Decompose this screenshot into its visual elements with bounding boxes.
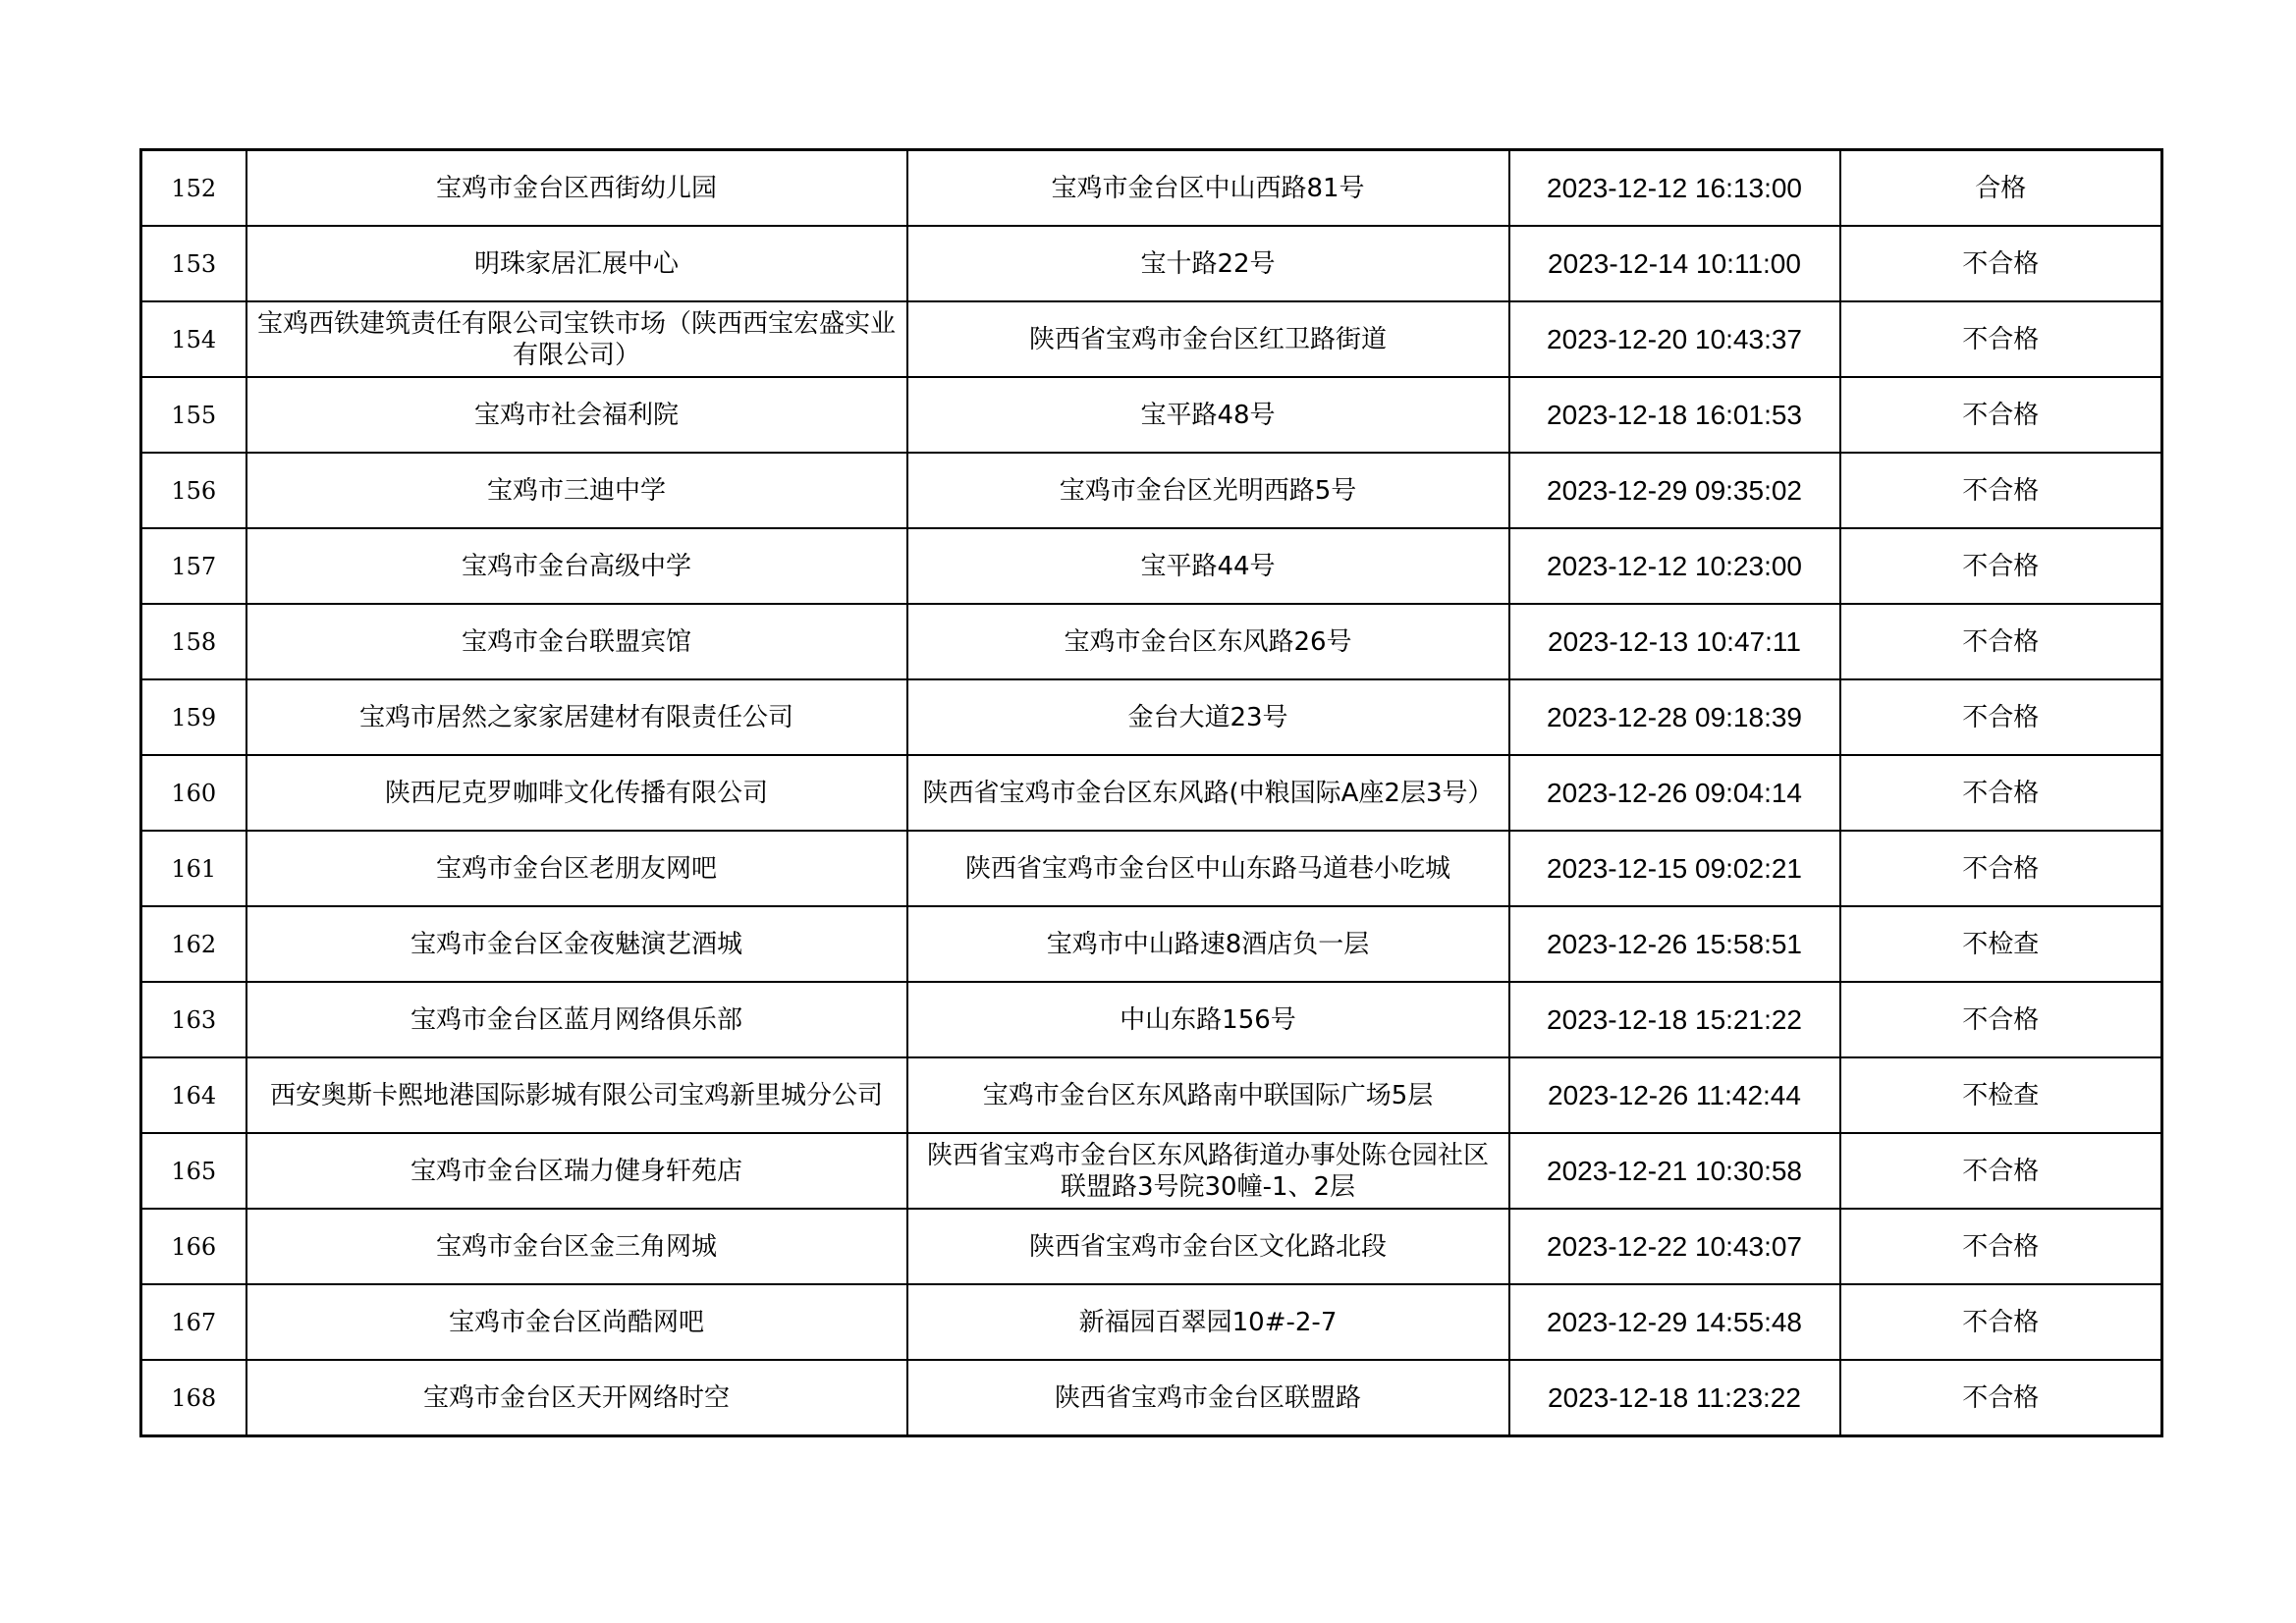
row-number-cell: 165 [141, 1133, 246, 1209]
row-number-cell: 160 [141, 755, 246, 831]
address-cell: 陕西省宝鸡市金台区联盟路 [907, 1360, 1509, 1436]
table-row [141, 982, 2162, 1057]
result-cell: 不合格 [1840, 679, 2162, 755]
address-cell: 宝鸡市金台区东风路26号 [907, 604, 1509, 679]
inspection-time-cell: 2023-12-14 10:11:00 [1509, 226, 1840, 301]
venue-name-cell: 宝鸡市金台区西街幼儿园 [246, 150, 907, 227]
result-cell: 不合格 [1840, 377, 2162, 453]
result-cell: 不检查 [1840, 906, 2162, 982]
table-row [141, 453, 2162, 528]
row-number-cell: 155 [141, 377, 246, 453]
address-cell: 宝鸡市金台区光明西路5号 [907, 453, 1509, 528]
row-number-cell: 156 [141, 453, 246, 528]
row-number-cell: 159 [141, 679, 246, 755]
address-cell: 陕西省宝鸡市金台区中山东路马道巷小吃城 [907, 831, 1509, 906]
address-cell: 宝鸡市金台区东风路南中联国际广场5层 [907, 1057, 1509, 1133]
venue-name-cell: 陕西尼克罗咖啡文化传播有限公司 [246, 755, 907, 831]
address-cell: 陕西省宝鸡市金台区东风路(中粮国际A座2层3号） [907, 755, 1509, 831]
table-row [141, 528, 2162, 604]
result-cell: 不合格 [1840, 528, 2162, 604]
venue-name-cell: 宝鸡市金台区瑞力健身轩苑店 [246, 1133, 907, 1209]
table-row [141, 377, 2162, 453]
result-cell: 不合格 [1840, 982, 2162, 1057]
venue-name-cell: 宝鸡市金台区天开网络时空 [246, 1360, 907, 1436]
inspection-time-cell: 2023-12-18 11:23:22 [1509, 1360, 1840, 1436]
inspection-time-cell: 2023-12-21 10:30:58 [1509, 1133, 1840, 1209]
row-number-cell: 168 [141, 1360, 246, 1436]
table-row [141, 1209, 2162, 1284]
table-row [141, 831, 2162, 906]
venue-name-cell: 宝鸡市金台联盟宾馆 [246, 604, 907, 679]
venue-name-cell: 宝鸡市金台区老朋友网吧 [246, 831, 907, 906]
row-number-cell: 166 [141, 1209, 246, 1284]
table-row [141, 1133, 2162, 1209]
table-row [141, 604, 2162, 679]
row-number-cell: 164 [141, 1057, 246, 1133]
row-number-cell: 153 [141, 226, 246, 301]
inspection-time-cell: 2023-12-13 10:47:11 [1509, 604, 1840, 679]
inspection-time-cell: 2023-12-20 10:43:37 [1509, 301, 1840, 377]
inspection-time-cell: 2023-12-28 09:18:39 [1509, 679, 1840, 755]
result-cell: 不检查 [1840, 1057, 2162, 1133]
address-cell: 宝十路22号 [907, 226, 1509, 301]
inspection-time-cell: 2023-12-15 09:02:21 [1509, 831, 1840, 906]
address-cell: 陕西省宝鸡市金台区东风路街道办事处陈仓园社区联盟路3号院30幢-1、2层 [907, 1133, 1509, 1209]
venue-name-cell: 宝鸡市居然之家家居建材有限责任公司 [246, 679, 907, 755]
address-cell: 宝鸡市中山路速8酒店负一层 [907, 906, 1509, 982]
inspection-time-cell: 2023-12-29 14:55:48 [1509, 1284, 1840, 1360]
inspection-time-cell: 2023-12-29 09:35:02 [1509, 453, 1840, 528]
venue-name-cell: 宝鸡市金台区金三角网城 [246, 1209, 907, 1284]
inspection-table [139, 148, 2163, 1437]
result-cell: 合格 [1840, 150, 2162, 227]
row-number-cell: 161 [141, 831, 246, 906]
table-row [141, 1057, 2162, 1133]
row-number-cell: 154 [141, 301, 246, 377]
row-number-cell: 167 [141, 1284, 246, 1360]
address-cell: 陕西省宝鸡市金台区红卫路街道 [907, 301, 1509, 377]
venue-name-cell: 宝鸡西铁建筑责任有限公司宝铁市场（陕西西宝宏盛实业有限公司） [246, 301, 907, 377]
table-row [141, 226, 2162, 301]
venue-name-cell: 西安奥斯卡熙地港国际影城有限公司宝鸡新里城分公司 [246, 1057, 907, 1133]
row-number-cell: 163 [141, 982, 246, 1057]
result-cell: 不合格 [1840, 1133, 2162, 1209]
result-cell: 不合格 [1840, 604, 2162, 679]
venue-name-cell: 宝鸡市金台区金夜魅演艺酒城 [246, 906, 907, 982]
inspection-time-cell: 2023-12-12 10:23:00 [1509, 528, 1840, 604]
table-row [141, 906, 2162, 982]
address-cell: 陕西省宝鸡市金台区文化路北段 [907, 1209, 1509, 1284]
row-number-cell: 158 [141, 604, 246, 679]
address-cell: 中山东路156号 [907, 982, 1509, 1057]
venue-name-cell: 宝鸡市社会福利院 [246, 377, 907, 453]
inspection-time-cell: 2023-12-18 15:21:22 [1509, 982, 1840, 1057]
venue-name-cell: 明珠家居汇展中心 [246, 226, 907, 301]
table-row [141, 679, 2162, 755]
inspection-time-cell: 2023-12-26 09:04:14 [1509, 755, 1840, 831]
inspection-time-cell: 2023-12-26 11:42:44 [1509, 1057, 1840, 1133]
table-row [141, 755, 2162, 831]
address-cell: 宝平路48号 [907, 377, 1509, 453]
table-row [141, 1360, 2162, 1436]
inspection-time-cell: 2023-12-12 16:13:00 [1509, 150, 1840, 227]
result-cell: 不合格 [1840, 226, 2162, 301]
row-number-cell: 157 [141, 528, 246, 604]
address-cell: 宝鸡市金台区中山西路81号 [907, 150, 1509, 227]
venue-name-cell: 宝鸡市金台区尚酷网吧 [246, 1284, 907, 1360]
address-cell: 金台大道23号 [907, 679, 1509, 755]
table-body [141, 150, 2162, 1436]
venue-name-cell: 宝鸡市金台高级中学 [246, 528, 907, 604]
row-number-cell: 152 [141, 150, 246, 227]
venue-name-cell: 宝鸡市三迪中学 [246, 453, 907, 528]
inspection-time-cell: 2023-12-26 15:58:51 [1509, 906, 1840, 982]
inspection-time-cell: 2023-12-18 16:01:53 [1509, 377, 1840, 453]
venue-name-cell: 宝鸡市金台区蓝月网络俱乐部 [246, 982, 907, 1057]
address-cell: 宝平路44号 [907, 528, 1509, 604]
result-cell: 不合格 [1840, 453, 2162, 528]
result-cell: 不合格 [1840, 831, 2162, 906]
result-cell: 不合格 [1840, 755, 2162, 831]
address-cell: 新福园百翠园10#-2-7 [907, 1284, 1509, 1360]
table-row [141, 1284, 2162, 1360]
table-row [141, 301, 2162, 377]
result-cell: 不合格 [1840, 1360, 2162, 1436]
inspection-table-container [139, 148, 2160, 1437]
result-cell: 不合格 [1840, 1209, 2162, 1284]
result-cell: 不合格 [1840, 301, 2162, 377]
result-cell: 不合格 [1840, 1284, 2162, 1360]
row-number-cell: 162 [141, 906, 246, 982]
table-row [141, 150, 2162, 227]
inspection-time-cell: 2023-12-22 10:43:07 [1509, 1209, 1840, 1284]
